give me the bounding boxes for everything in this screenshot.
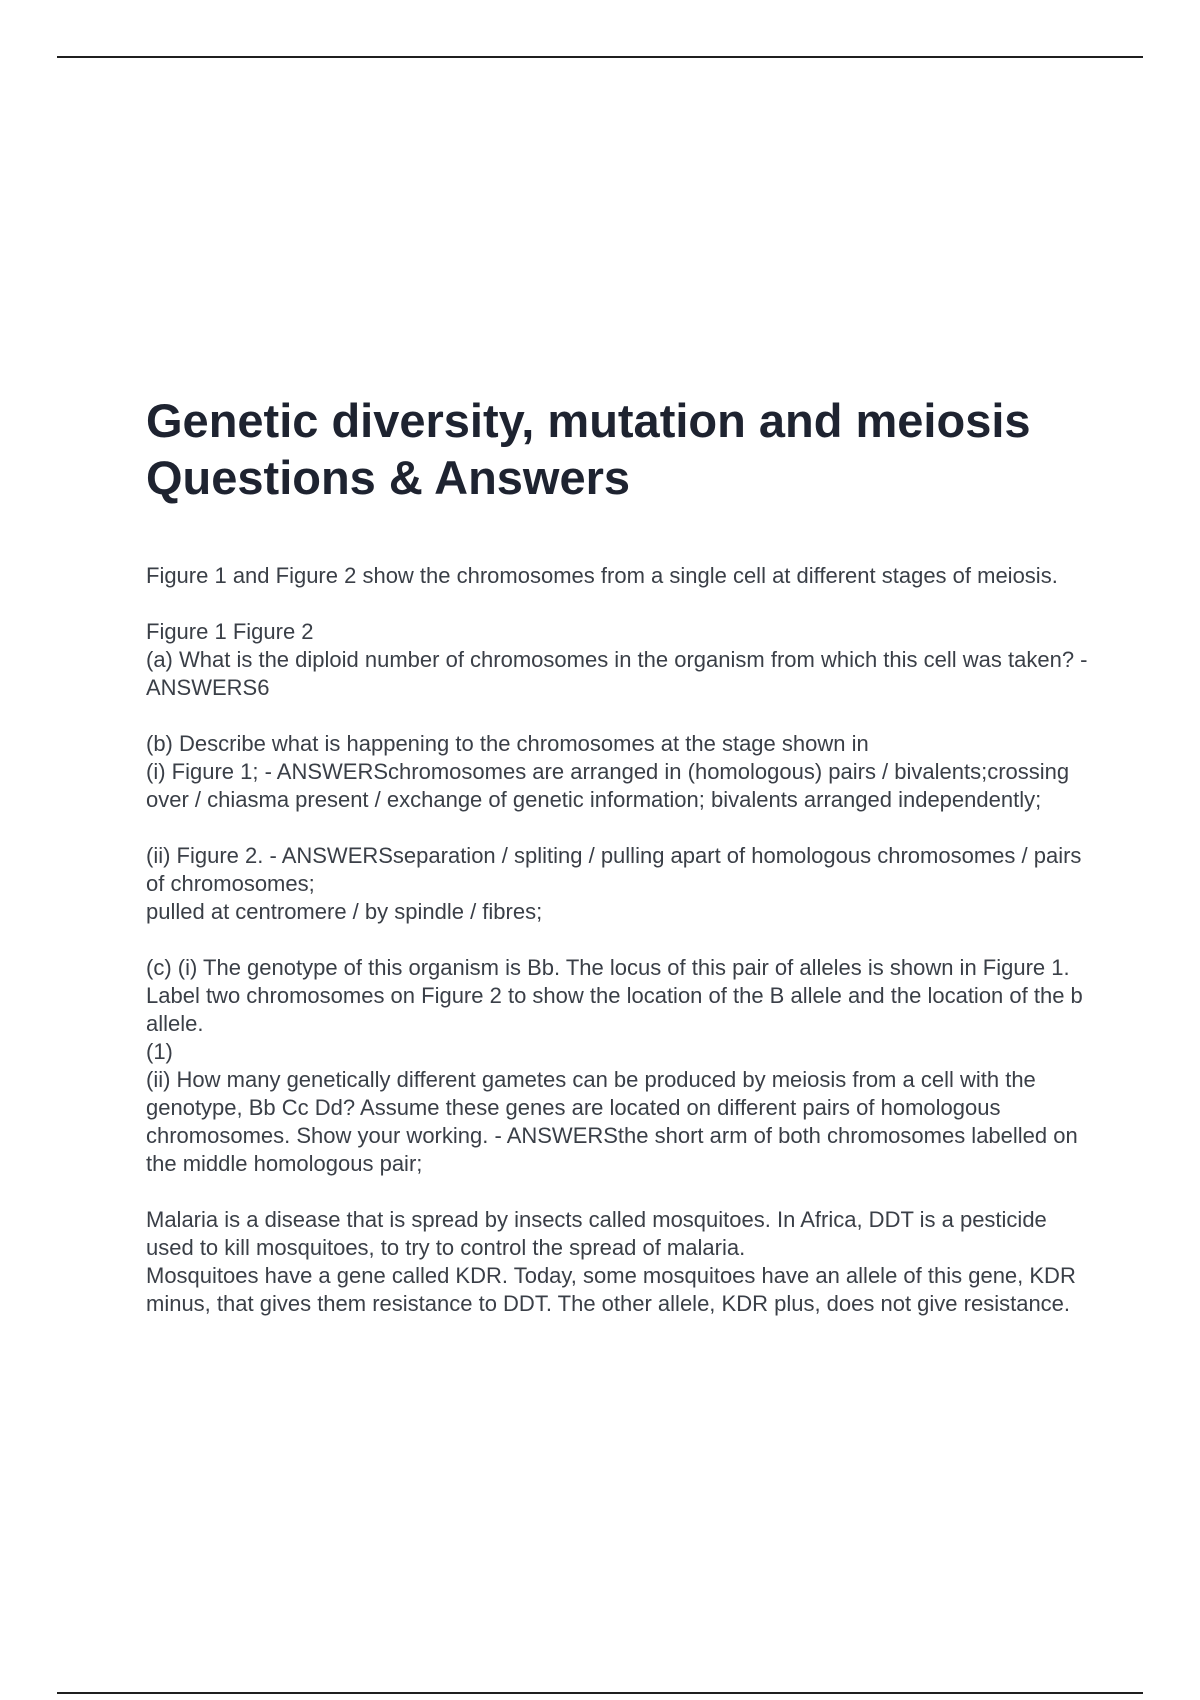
text-line: Mosquitoes have a gene called KDR. Today, some mosquitoes have an allele of this gene, KDR minus, that gives them resistance to DDT. The other allele, KDR plus, does not give resistance.: [146, 1263, 1076, 1316]
text-line: (ii) Figure 2. - ANSWERSseparation / spliting / pulling apart of homologous chromosomes / pairs of chromosomes;: [146, 843, 1082, 896]
paragraph-intro: [146, 562, 1096, 590]
paragraph-question-c: [146, 954, 1096, 1178]
text-line: Figure 1 Figure 2: [146, 619, 314, 644]
text-line: (1): [146, 1039, 173, 1064]
paragraph-question-b-ii: [146, 842, 1096, 926]
text-line: (c) (i) The genotype of this organism is Bb. The locus of this pair of alleles is shown in Figure 1.: [146, 955, 1070, 980]
text-line: Label two chromosomes on Figure 2 to show the location of the B allele and the location of the b allele.: [146, 983, 1083, 1036]
text-line: (ii) How many genetically different gametes can be produced by meiosis from a cell with the genotype, Bb Cc Dd? Assume these genes are located on different pairs of homologous chromosomes. Show your working. - ANSWERSthe short arm of both chromosomes labelled on the middle homologous pair;: [146, 1067, 1078, 1176]
paragraph-question-b-i: [146, 730, 1096, 814]
bottom-rule: [57, 1692, 1143, 1694]
text-line: (b) Describe what is happening to the chromosomes at the stage shown in: [146, 731, 869, 756]
text-line: Malaria is a disease that is spread by insects called mosquitoes. In Africa, DDT is a pesticide used to kill mosquitoes, to try to control the spread of malaria.: [146, 1207, 1047, 1260]
text-line: Figure 1 and Figure 2 show the chromosomes from a single cell at different stages of meiosis.: [146, 563, 1058, 588]
paragraph-question-a: [146, 618, 1096, 702]
text-line: pulled at centromere / by spindle / fibres;: [146, 899, 543, 924]
title-line: Genetic diversity, mutation and meiosis: [146, 394, 1031, 447]
document-title: [146, 392, 1096, 506]
title-line: Questions & Answers: [146, 451, 631, 504]
top-rule: [57, 56, 1143, 58]
document-content: [146, 392, 1096, 1346]
document-body: [146, 562, 1096, 1318]
text-line: (i) Figure 1; - ANSWERSchromosomes are arranged in (homologous) pairs / bivalents;crossing over / chiasma present / exchange of genetic information; bivalents arranged independently;: [146, 759, 1070, 812]
paragraph-malaria: [146, 1206, 1096, 1318]
text-line: (a) What is the diploid number of chromosomes in the organism from which this cell was taken? - ANSWERS6: [146, 647, 1088, 700]
